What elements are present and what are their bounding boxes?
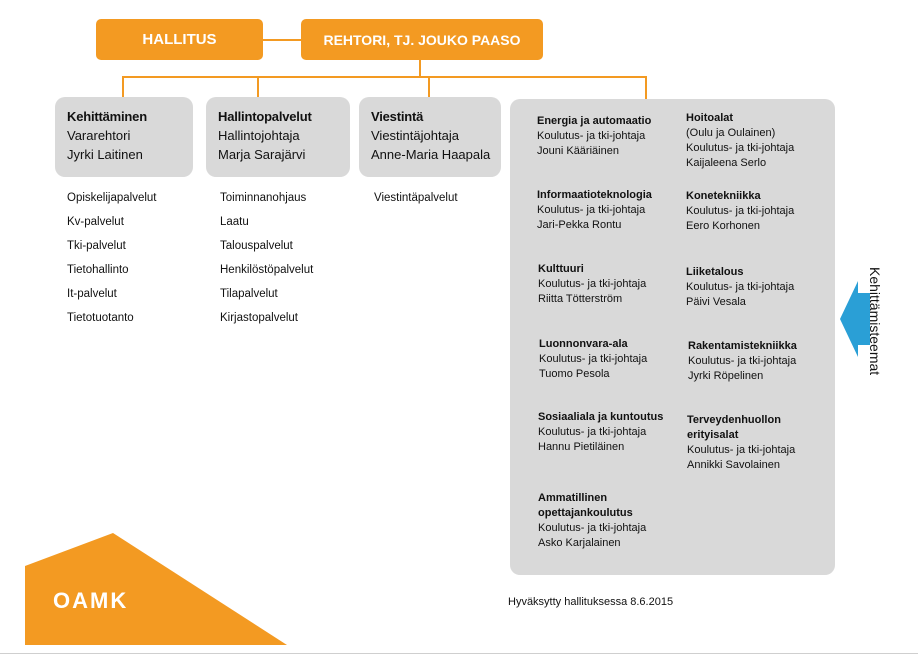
unit-person: Päivi Vesala [686, 296, 746, 308]
unit-name: Sosiaaliala ja kuntoutus [538, 411, 664, 423]
unit-role: Koulutus- ja tki-johtaja [686, 281, 795, 293]
unit-role: Koulutus- ja tki-johtaja [687, 444, 796, 456]
services-hallintopalvelut [220, 186, 313, 330]
service-item: Tietohallinto [67, 264, 129, 276]
unit-role: Koulutus- ja tki-johtaja [538, 426, 647, 438]
unit-name: Konetekniikka [686, 190, 761, 202]
dept-person: Marja Sarajärvi [218, 147, 306, 162]
unit-name: Terveydenhuollon [687, 414, 781, 426]
service-item: Toiminnanohjaus [220, 192, 307, 204]
dept-person: Anne-Maria Haapala [371, 147, 491, 162]
unit-name: Rakentamistekniikka [688, 340, 797, 352]
dept-hallintopalvelut [206, 97, 350, 177]
service-item: It-palvelut [67, 288, 117, 300]
unit-name-line2: opettajankoulutus [538, 507, 633, 519]
unit-role: Koulutus- ja tki-johtaja [538, 278, 647, 290]
rector-label: REHTORI, TJ. JOUKO PAASO [323, 31, 521, 48]
unit-name: Kulttuuri [538, 263, 584, 275]
unit-terveydenhuollon [687, 413, 795, 473]
dept-kehittaminen [55, 97, 193, 177]
services-viestinta [374, 186, 458, 210]
service-item: Viestintäpalvelut [374, 192, 458, 204]
unit-role: Koulutus- ja tki-johtaja [688, 355, 797, 367]
unit-person: Riitta Tötterström [538, 293, 623, 305]
unit-role: Koulutus- ja tki-johtaja [686, 205, 795, 217]
unit-role: Koulutus- ja tki-johtaja [537, 130, 646, 142]
dept-title: Hallintopalvelut [218, 109, 312, 124]
dept-person: Jyrki Laitinen [67, 147, 143, 162]
unit-person: Hannu Pietiläinen [538, 441, 625, 453]
unit-luonnonvara [539, 337, 647, 382]
service-item: Tilapalvelut [220, 288, 278, 300]
unit-name: Informaatioteknologia [537, 189, 652, 201]
unit-rakentamistekniikka [688, 339, 797, 384]
service-item: Opiskelijapalvelut [67, 192, 157, 204]
dept-title: Kehittäminen [67, 109, 147, 124]
unit-role: Koulutus- ja tki-johtaja [686, 142, 795, 154]
unit-role: Koulutus- ja tki-johtaja [538, 522, 647, 534]
services-kehittaminen [67, 186, 157, 330]
unit-person: Eero Korhonen [686, 220, 760, 232]
service-item: Tietotuotanto [67, 312, 134, 324]
unit-person: Tuomo Pesola [539, 368, 610, 380]
unit-person: Kaijaleena Serlo [686, 157, 767, 169]
unit-kulttuuri [538, 262, 646, 307]
dept-role: Vararehtori [67, 128, 131, 143]
unit-liiketalous [686, 265, 794, 310]
unit-person: Jouni Kääriäinen [537, 145, 619, 157]
unit-energia [537, 114, 651, 159]
rector-box [301, 19, 543, 60]
board-box [96, 19, 263, 60]
unit-role: Koulutus- ja tki-johtaja [537, 204, 646, 216]
bottom-divider [0, 653, 918, 654]
service-item: Kv-palvelut [67, 216, 124, 228]
unit-role: Koulutus- ja tki-johtaja [539, 353, 648, 365]
unit-person: Annikki Savolainen [687, 459, 780, 471]
service-item: Kirjastopalvelut [220, 312, 298, 324]
unit-informaatioteknologia [537, 188, 652, 233]
dept-role: Viestintäjohtaja [371, 128, 459, 143]
unit-sub: (Oulu ja Oulainen) [686, 127, 776, 139]
unit-person: Jyrki Röpelinen [688, 370, 764, 382]
service-item: Tki-palvelut [67, 240, 126, 252]
side-label: Kehittämisteemat [867, 266, 883, 376]
unit-ammatillinen [538, 491, 646, 551]
unit-konetekniikka [686, 189, 794, 234]
unit-name: Ammatillinen [538, 492, 608, 504]
unit-name: Luonnonvara-ala [539, 338, 628, 350]
approval-note: Hyväksytty hallituksessa 8.6.2015 [508, 596, 674, 608]
unit-name-line2: erityisalat [687, 429, 739, 441]
unit-name: Energia ja automaatio [537, 115, 652, 127]
logo-text: OAMK [53, 588, 129, 613]
unit-hoitoalat [686, 111, 794, 171]
unit-person: Asko Karjalainen [538, 537, 621, 549]
unit-person: Jari-Pekka Rontu [537, 219, 622, 231]
dept-title: Viestintä [371, 109, 424, 124]
service-item: Talouspalvelut [220, 240, 293, 252]
dept-viestinta [359, 97, 501, 177]
board-label: HALLITUS [142, 31, 217, 48]
service-item: Henkilöstöpalvelut [220, 264, 314, 276]
service-item: Laatu [220, 216, 249, 228]
unit-name: Hoitoalat [686, 112, 734, 124]
unit-sosiaaliala [538, 410, 663, 455]
dept-role: Hallintojohtaja [218, 128, 300, 143]
unit-name: Liiketalous [686, 266, 744, 278]
